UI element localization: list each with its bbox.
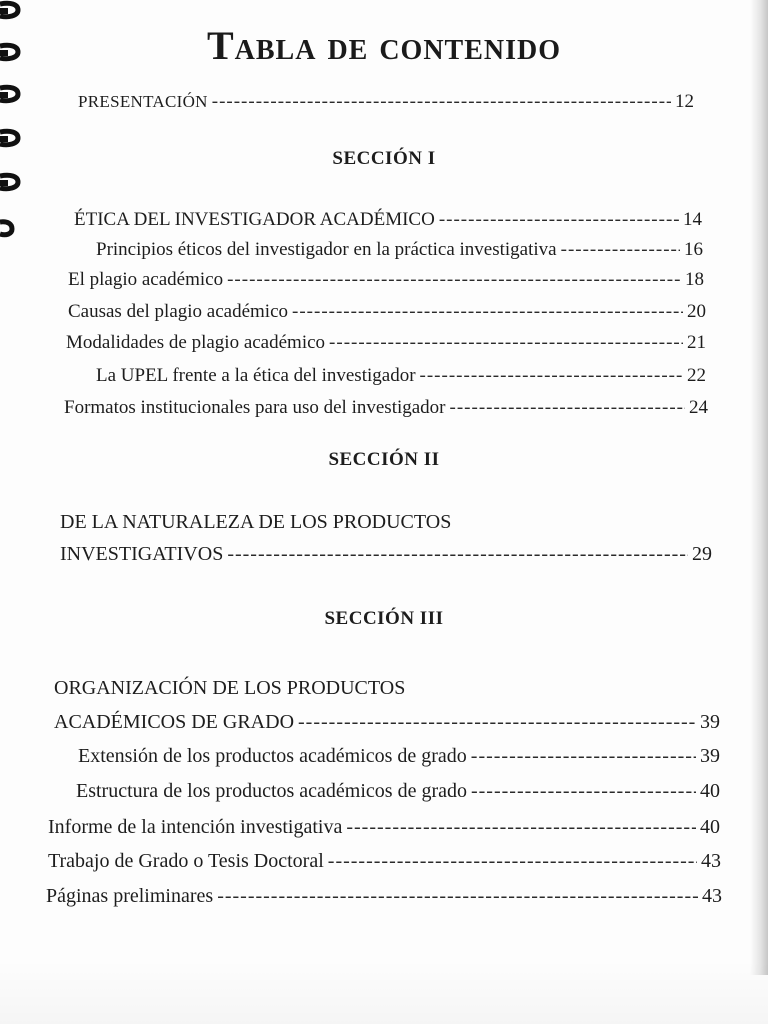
toc-entry-page: 16 [684, 239, 703, 260]
toc-entry-label: Modalidades de plagio académico [66, 332, 326, 353]
toc-entry-page: 29 [692, 543, 712, 565]
page-edge-shadow [750, 0, 768, 975]
section-heading: SECCIÓN II [328, 449, 440, 470]
toc-entry-page: 18 [685, 269, 704, 290]
toc-entry-page: 21 [687, 332, 706, 353]
toc-entry-label: Formatos institucionales para uso del investigador [64, 397, 446, 418]
toc-entry [78, 744, 720, 768]
toc-entry-page: 22 [687, 365, 706, 386]
dot-leader [471, 744, 696, 768]
binding-ring-icon [0, 218, 22, 244]
toc-entry-page: 40 [700, 780, 720, 802]
toc-entry-label: La UPEL frente a la ética del investigador [96, 365, 416, 386]
toc-entry [66, 331, 706, 355]
binding-ring-icon [0, 84, 22, 110]
toc-entry-label: Informe de la intención investigativa [48, 816, 343, 838]
dot-leader [420, 364, 683, 388]
toc-entry-page: 40 [700, 816, 720, 838]
page-title: Tabla de contenido [206, 23, 562, 68]
dot-leader [329, 331, 683, 355]
toc-entry [74, 208, 702, 232]
toc-entry-page: 43 [702, 885, 722, 907]
toc-entry [68, 300, 706, 324]
section-heading: SECCIÓN III [324, 608, 444, 629]
page-bottom-shade [0, 960, 768, 1024]
toc-entry [54, 710, 720, 734]
dot-leader [227, 268, 681, 292]
toc-entry [48, 815, 720, 839]
toc-entry [48, 849, 721, 873]
toc-entry-page: 39 [700, 711, 720, 733]
dot-leader [328, 849, 697, 873]
dot-leader [439, 208, 679, 232]
toc-entry-label: Estructura de los productos académicos de grado [76, 780, 467, 802]
toc-entry-page: 12 [675, 91, 694, 112]
toc-entry-label: Páginas preliminares [46, 885, 214, 907]
toc-entry-label: PRESENTACIÓN [78, 92, 208, 111]
toc-entry [64, 396, 708, 420]
toc-entry-page: 43 [701, 850, 721, 872]
dot-leader [217, 884, 698, 908]
toc-entry [96, 238, 703, 262]
dot-leader [292, 300, 683, 324]
dot-leader [450, 396, 685, 420]
toc-entry-label: ÉTICA DEL INVESTIGADOR ACADÉMICO [74, 209, 435, 230]
toc-entry-label: Extensión de los productos académicos de grado [78, 745, 467, 767]
toc-entry-presentacion [78, 90, 694, 114]
toc-entry-label-line1: ORGANIZACIÓN DE LOS PRODUCTOS [54, 677, 406, 699]
toc-entry-label: Principios éticos del investigador en la práctica investigativa [96, 239, 557, 260]
toc-entry-label: INVESTIGATIVOS [60, 543, 224, 565]
toc-entry [76, 779, 720, 803]
toc-entry-page: 14 [683, 209, 702, 230]
dot-leader [561, 238, 680, 262]
toc-entry-label: El plagio académico [68, 269, 224, 290]
dot-leader [227, 542, 688, 566]
toc-entry [96, 364, 706, 388]
toc-entry-label: Trabajo de Grado o Tesis Doctoral [48, 850, 324, 872]
toc-entry-label: Causas del plagio académico [68, 301, 289, 322]
toc-entry-page: 24 [689, 397, 708, 418]
dot-leader [471, 779, 696, 803]
toc-entry-page: 39 [700, 745, 720, 767]
toc-entry-label: ACADÉMICOS DE GRADO [54, 711, 295, 733]
dot-leader [212, 90, 671, 114]
toc-entry-label-line1: DE LA NATURALEZA DE LOS PRODUCTOS [60, 511, 452, 533]
dot-leader [298, 710, 696, 734]
dot-leader [346, 815, 696, 839]
toc-entry [60, 542, 712, 566]
toc-entry [68, 268, 704, 292]
toc-entry-page: 20 [687, 301, 706, 322]
toc-entry [46, 884, 722, 908]
binding-ring-icon [0, 172, 22, 198]
section-heading: SECCIÓN I [332, 148, 436, 169]
